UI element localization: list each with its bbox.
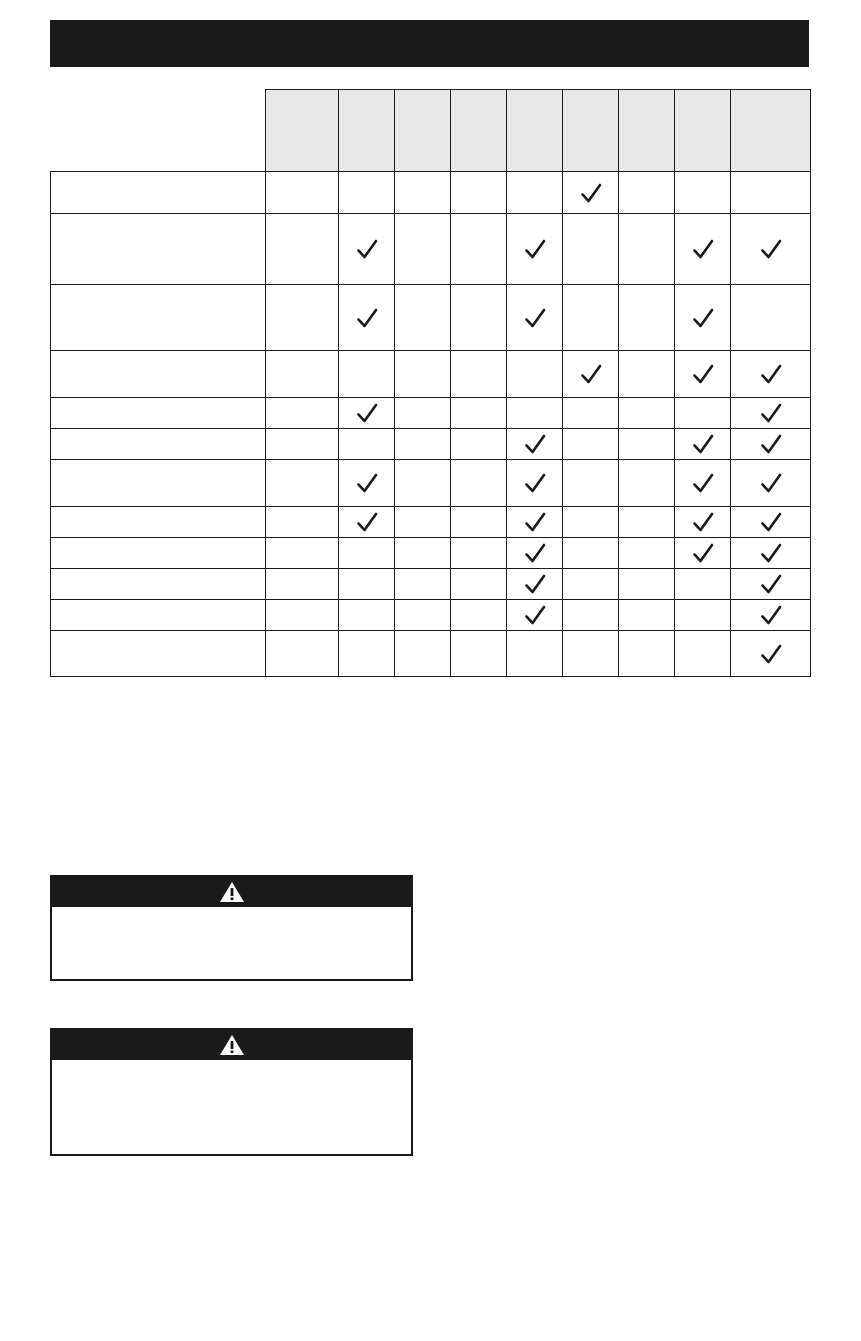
table-cell [507,398,563,429]
column-header [731,90,811,172]
table-cell [507,600,563,631]
checkmark-icon [580,182,602,204]
table-cell [675,351,731,398]
table-row [51,460,811,507]
table-cell [507,351,563,398]
table-cell [619,429,675,460]
table-cell [266,600,339,631]
table-row [51,429,811,460]
table-cell [507,569,563,600]
table-cell [266,569,339,600]
checkmark-icon [692,433,714,455]
table-cell [563,569,619,600]
table-cell [563,214,619,285]
table-cell [563,351,619,398]
row-label [51,538,266,569]
table-cell [675,398,731,429]
table-cell [731,285,811,351]
table-row [51,285,811,351]
checkmark-icon [524,511,546,533]
table-cell [339,538,395,569]
table-cell [507,214,563,285]
table-cell [507,507,563,538]
table-cell [339,600,395,631]
checkmark-icon [524,542,546,564]
checkmark-icon [692,472,714,494]
table-cell [266,398,339,429]
checkmark-icon [356,307,378,329]
table-cell [563,429,619,460]
table-cell [731,398,811,429]
table-cell [266,460,339,507]
checkmark-icon [692,542,714,564]
table-cell [395,507,451,538]
table-cell [451,398,507,429]
table-cell [395,398,451,429]
checkmark-icon [760,573,782,595]
table-cell [507,460,563,507]
table-cell [339,285,395,351]
table-header-row [51,90,811,172]
checkmark-icon [692,307,714,329]
column-header [619,90,675,172]
table-cell [675,569,731,600]
table-row [51,351,811,398]
table-cell [619,214,675,285]
table-row [51,398,811,429]
row-label [51,351,266,398]
column-header [451,90,507,172]
table-cell [563,460,619,507]
row-label [51,398,266,429]
table-row [51,600,811,631]
checkmark-icon [760,433,782,455]
table-cell [675,285,731,351]
table-cell [339,172,395,214]
table-cell [563,507,619,538]
checkmark-icon [356,402,378,424]
table-cell [451,538,507,569]
table-cell [395,351,451,398]
table-cell [266,631,339,677]
table-cell [451,429,507,460]
table-cell [451,507,507,538]
table-cell [619,631,675,677]
table-cell [339,429,395,460]
table-cell [451,569,507,600]
table-cell [339,460,395,507]
table-cell [619,285,675,351]
checkmark-icon [760,363,782,385]
checkmark-icon [760,472,782,494]
checkmark-icon [692,511,714,533]
table-cell [675,538,731,569]
table-cell [731,631,811,677]
table-cell [395,538,451,569]
column-header [395,90,451,172]
table-cell [451,351,507,398]
checkmark-icon [692,238,714,260]
table-cell [619,538,675,569]
table-cell [266,538,339,569]
checkmark-icon [692,363,714,385]
table-cell [451,460,507,507]
checkmark-icon [524,238,546,260]
checkmark-icon [760,604,782,626]
table-row [51,631,811,677]
row-label [51,600,266,631]
column-header [675,90,731,172]
column-header [339,90,395,172]
table-cell [563,600,619,631]
table-cell [619,507,675,538]
table-cell [731,429,811,460]
checkmark-icon [760,643,782,665]
checkmark-icon [356,238,378,260]
table-cell [266,214,339,285]
warning-box [50,1028,413,1156]
warning-header [52,1030,411,1060]
table-cell [395,569,451,600]
table-cell [339,351,395,398]
table-cell [731,507,811,538]
table-cell [731,351,811,398]
table-cell [507,538,563,569]
table-cell [619,569,675,600]
table-cell [266,172,339,214]
checkmark-icon [760,542,782,564]
table-cell [507,285,563,351]
table-cell [619,351,675,398]
table-row [51,214,811,285]
table-cell [563,285,619,351]
column-header [507,90,563,172]
table-cell [339,569,395,600]
table-cell [619,600,675,631]
checkmark-icon [580,363,602,385]
table-cell [451,600,507,631]
checkmark-icon [524,472,546,494]
row-label [51,172,266,214]
warning-triangle-icon [219,881,245,903]
table-cell [395,285,451,351]
row-label [51,429,266,460]
table-cell [507,172,563,214]
row-label [51,507,266,538]
table-cell [395,214,451,285]
checkmark-icon [760,402,782,424]
table-cell [563,398,619,429]
table-row [51,538,811,569]
warning-box [50,875,413,981]
table-cell [266,429,339,460]
table-cell [339,214,395,285]
table-cell [339,398,395,429]
table-cell [451,285,507,351]
row-label [51,214,266,285]
table-cell [339,631,395,677]
table-cell [619,172,675,214]
table-row [51,172,811,214]
row-label [51,460,266,507]
table-cell [675,631,731,677]
table-cell [731,214,811,285]
table-cell [339,507,395,538]
page-title-bar [50,20,809,67]
feature-matrix-table [50,89,811,677]
checkmark-icon [356,511,378,533]
table-cell [507,429,563,460]
table-cell [395,600,451,631]
table-cell [731,600,811,631]
table-cell [563,172,619,214]
row-label [51,631,266,677]
row-label [51,569,266,600]
table-cell [731,538,811,569]
warning-header [52,877,411,907]
checkmark-icon [524,307,546,329]
table-cell [507,631,563,677]
table-cell [731,460,811,507]
table-cell [619,398,675,429]
column-header [266,90,339,172]
warning-text [52,907,411,919]
table-row [51,507,811,538]
row-label [51,285,266,351]
table-row [51,569,811,600]
checkmark-icon [524,604,546,626]
table-cell [395,429,451,460]
checkmark-icon [356,472,378,494]
table-cell [675,460,731,507]
warning-text [52,1060,411,1072]
column-header [563,90,619,172]
table-cell [563,538,619,569]
table-cell [675,172,731,214]
table-cell [451,172,507,214]
table-cell [451,631,507,677]
table-cell [395,172,451,214]
checkmark-icon [524,433,546,455]
table-cell [675,214,731,285]
table-cell [731,569,811,600]
table-cell [563,631,619,677]
table-cell [266,351,339,398]
table-cell [675,429,731,460]
checkmark-icon [524,573,546,595]
table-cell [395,631,451,677]
checkmark-icon [760,238,782,260]
table-cell [731,172,811,214]
table-corner-cell [51,90,266,172]
table-cell [451,214,507,285]
table-cell [619,460,675,507]
checkmark-icon [760,511,782,533]
table-cell [675,507,731,538]
table-cell [266,507,339,538]
warning-triangle-icon [219,1034,245,1056]
table-cell [266,285,339,351]
table-cell [395,460,451,507]
table-cell [675,600,731,631]
